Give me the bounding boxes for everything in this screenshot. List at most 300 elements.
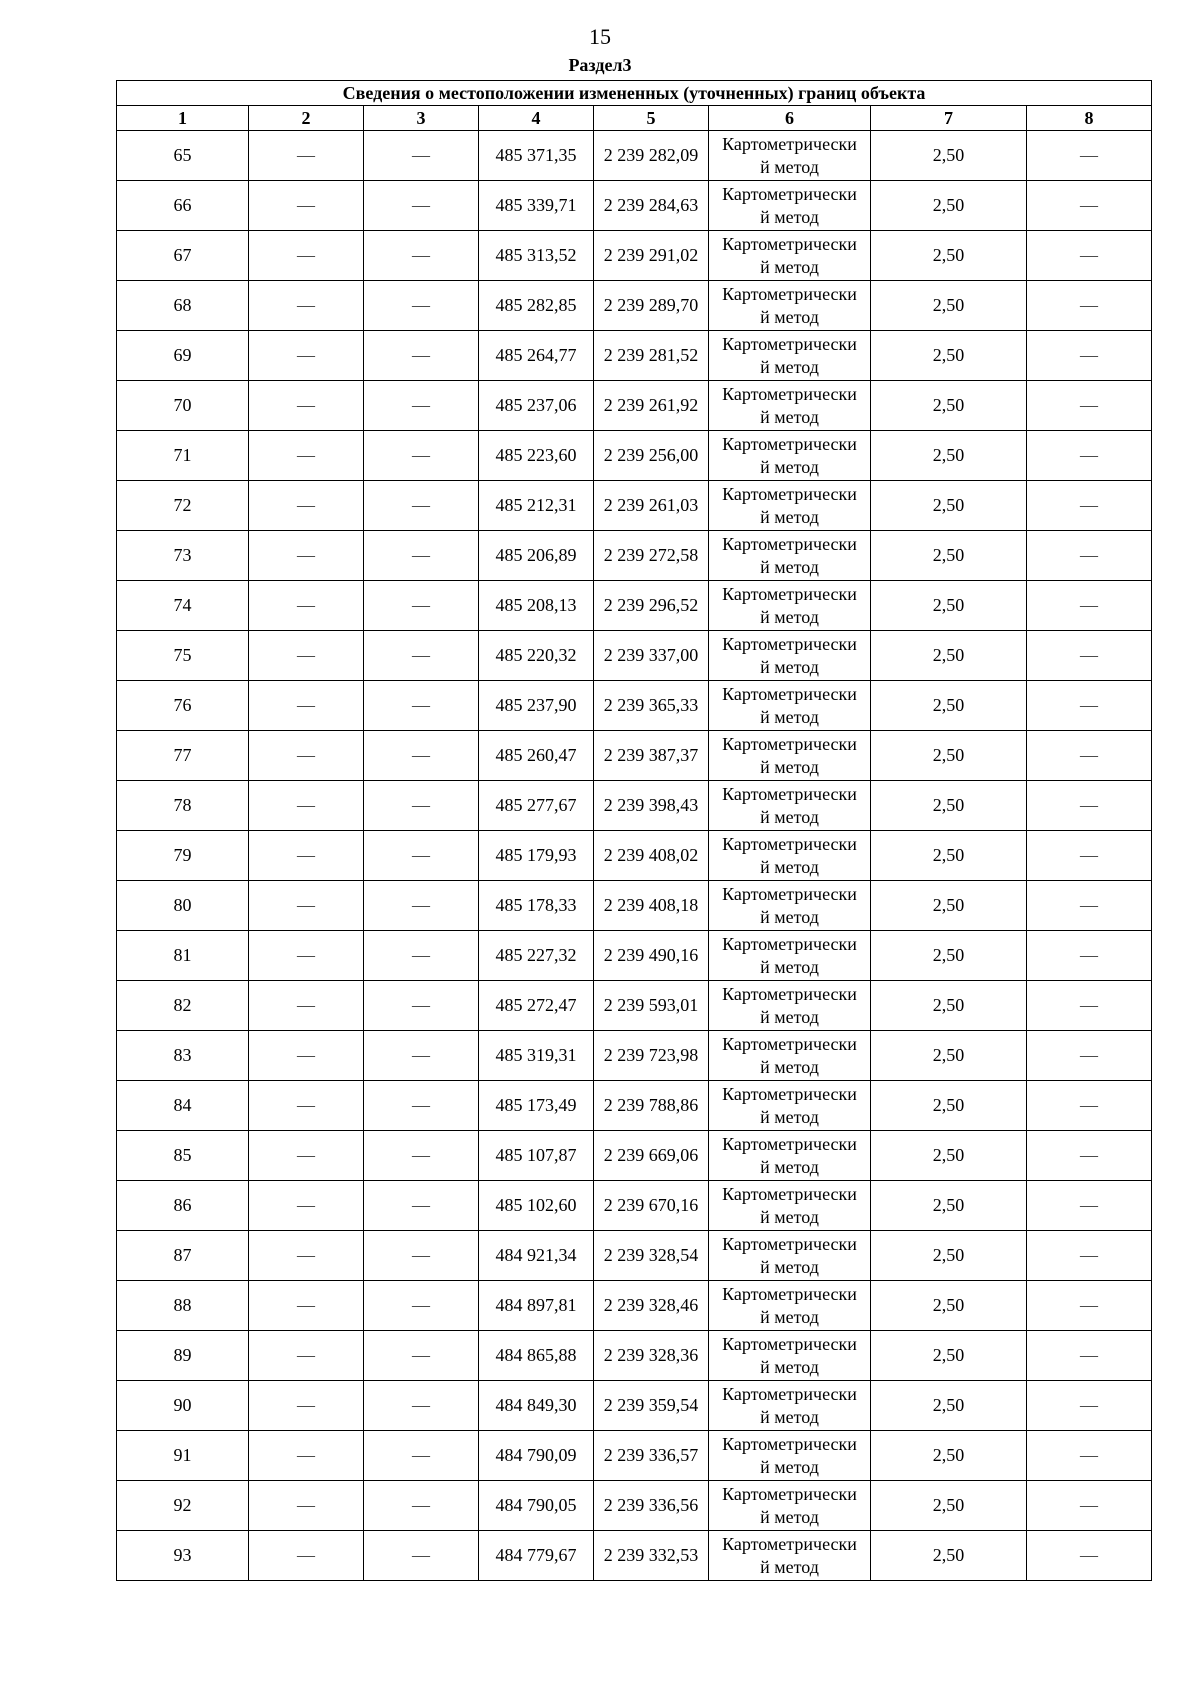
x-coordinate-cell: 485 107,87 (479, 1131, 594, 1181)
y-coordinate-cell: 2 239 296,52 (594, 581, 709, 631)
empty-cell: — (249, 1331, 364, 1381)
method-line-2: й метод (760, 1406, 819, 1427)
empty-cell: — (249, 731, 364, 781)
method-line-2: й метод (760, 1206, 819, 1227)
empty-cell: — (249, 1281, 364, 1331)
accuracy-cell: 2,50 (871, 831, 1027, 881)
accuracy-cell: 2,50 (871, 1031, 1027, 1081)
point-number-cell: 91 (117, 1431, 249, 1481)
method-cell (709, 931, 871, 981)
accuracy-cell: 2,50 (871, 1531, 1027, 1581)
empty-cell: — (364, 231, 479, 281)
empty-cell: — (1027, 1281, 1152, 1331)
method-cell (709, 1331, 871, 1381)
x-coordinate-cell: 484 897,81 (479, 1281, 594, 1331)
empty-cell: — (1027, 331, 1152, 381)
table-row (117, 1331, 1152, 1381)
method-line-1: Картометрически (722, 1033, 857, 1054)
empty-cell: — (364, 581, 479, 631)
x-coordinate-cell: 485 264,77 (479, 331, 594, 381)
table-row (117, 181, 1152, 231)
method-cell (709, 281, 871, 331)
column-header: 5 (594, 106, 709, 131)
x-coordinate-cell: 485 206,89 (479, 531, 594, 581)
table-row (117, 731, 1152, 781)
point-number-cell: 93 (117, 1531, 249, 1581)
table-row (117, 881, 1152, 931)
table-row (117, 831, 1152, 881)
point-number-cell: 89 (117, 1331, 249, 1381)
method-line-2: й метод (760, 356, 819, 377)
method-line-1: Картометрически (722, 683, 857, 704)
empty-cell: — (1027, 1481, 1152, 1531)
x-coordinate-cell: 485 277,67 (479, 781, 594, 831)
y-coordinate-cell: 2 239 282,09 (594, 131, 709, 181)
empty-cell: — (364, 1181, 479, 1231)
x-coordinate-cell: 485 313,52 (479, 231, 594, 281)
y-coordinate-cell: 2 239 723,98 (594, 1031, 709, 1081)
y-coordinate-cell: 2 239 365,33 (594, 681, 709, 731)
x-coordinate-cell: 484 790,05 (479, 1481, 594, 1531)
accuracy-cell: 2,50 (871, 531, 1027, 581)
y-coordinate-cell: 2 239 788,86 (594, 1081, 709, 1131)
method-line-1: Картометрически (722, 1283, 857, 1304)
accuracy-cell: 2,50 (871, 1231, 1027, 1281)
empty-cell: — (249, 331, 364, 381)
x-coordinate-cell: 485 237,06 (479, 381, 594, 431)
empty-cell: — (1027, 1531, 1152, 1581)
table-row (117, 1281, 1152, 1331)
empty-cell: — (364, 1281, 479, 1331)
x-coordinate-cell: 485 102,60 (479, 1181, 594, 1231)
point-number-cell: 74 (117, 581, 249, 631)
empty-cell: — (364, 781, 479, 831)
table-row (117, 531, 1152, 581)
empty-cell: — (1027, 131, 1152, 181)
empty-cell: — (1027, 1331, 1152, 1381)
x-coordinate-cell: 484 865,88 (479, 1331, 594, 1381)
empty-cell: — (249, 1081, 364, 1131)
point-number-cell: 88 (117, 1281, 249, 1331)
method-cell (709, 181, 871, 231)
x-coordinate-cell: 484 849,30 (479, 1381, 594, 1431)
x-coordinate-cell: 485 237,90 (479, 681, 594, 731)
column-header: 6 (709, 106, 871, 131)
x-coordinate-cell: 485 178,33 (479, 881, 594, 931)
x-coordinate-cell: 485 282,85 (479, 281, 594, 331)
table-row (117, 631, 1152, 681)
method-line-1: Картометрически (722, 783, 857, 804)
method-line-2: й метод (760, 756, 819, 777)
empty-cell: — (364, 1331, 479, 1381)
empty-cell: — (364, 1081, 479, 1131)
y-coordinate-cell: 2 239 408,02 (594, 831, 709, 881)
method-cell (709, 681, 871, 731)
table-header-row (117, 106, 1152, 131)
method-cell (709, 731, 871, 781)
x-coordinate-cell: 484 779,67 (479, 1531, 594, 1581)
empty-cell: — (1027, 1031, 1152, 1081)
method-line-1: Картометрически (722, 933, 857, 954)
table-row (117, 781, 1152, 831)
empty-cell: — (1027, 1081, 1152, 1131)
accuracy-cell: 2,50 (871, 1331, 1027, 1381)
method-line-2: й метод (760, 706, 819, 727)
point-number-cell: 81 (117, 931, 249, 981)
table-row (117, 381, 1152, 431)
accuracy-cell: 2,50 (871, 881, 1027, 931)
table-row (117, 331, 1152, 381)
empty-cell: — (1027, 781, 1152, 831)
method-line-1: Картометрически (722, 333, 857, 354)
empty-cell: — (364, 431, 479, 481)
accuracy-cell: 2,50 (871, 681, 1027, 731)
column-header: 1 (117, 106, 249, 131)
y-coordinate-cell: 2 239 408,18 (594, 881, 709, 931)
method-line-2: й метод (760, 1556, 819, 1577)
method-line-2: й метод (760, 1456, 819, 1477)
x-coordinate-cell: 485 220,32 (479, 631, 594, 681)
method-cell (709, 1231, 871, 1281)
y-coordinate-cell: 2 239 261,92 (594, 381, 709, 431)
empty-cell: — (1027, 881, 1152, 931)
accuracy-cell: 2,50 (871, 731, 1027, 781)
empty-cell: — (1027, 731, 1152, 781)
method-line-1: Картометрически (722, 133, 857, 154)
point-number-cell: 86 (117, 1181, 249, 1231)
section-title: Раздел3 (568, 55, 632, 75)
method-cell (709, 481, 871, 531)
point-number-cell: 72 (117, 481, 249, 531)
method-cell (709, 631, 871, 681)
empty-cell: — (249, 831, 364, 881)
method-line-2: й метод (760, 1356, 819, 1377)
method-cell (709, 231, 871, 281)
y-coordinate-cell: 2 239 272,58 (594, 531, 709, 581)
empty-cell: — (1027, 281, 1152, 331)
x-coordinate-cell: 485 212,31 (479, 481, 594, 531)
accuracy-cell: 2,50 (871, 1181, 1027, 1231)
method-line-1: Картометрически (722, 1433, 857, 1454)
method-line-2: й метод (760, 206, 819, 227)
accuracy-cell: 2,50 (871, 231, 1027, 281)
x-coordinate-cell: 485 272,47 (479, 981, 594, 1031)
empty-cell: — (249, 181, 364, 231)
method-line-1: Картометрически (722, 1233, 857, 1254)
empty-cell: — (364, 281, 479, 331)
empty-cell: — (249, 131, 364, 181)
table-caption-row (117, 81, 1152, 106)
point-number-cell: 78 (117, 781, 249, 831)
empty-cell: — (1027, 581, 1152, 631)
empty-cell: — (1027, 1431, 1152, 1481)
y-coordinate-cell: 2 239 336,57 (594, 1431, 709, 1481)
column-header: 8 (1027, 106, 1152, 131)
accuracy-cell: 2,50 (871, 1081, 1027, 1131)
empty-cell: — (249, 1181, 364, 1231)
method-line-1: Картометрически (722, 183, 857, 204)
empty-cell: — (364, 731, 479, 781)
method-line-1: Картометрически (722, 983, 857, 1004)
empty-cell: — (249, 631, 364, 681)
empty-cell: — (364, 1431, 479, 1481)
table-row (117, 1131, 1152, 1181)
table-row (117, 1081, 1152, 1131)
y-coordinate-cell: 2 239 387,37 (594, 731, 709, 781)
method-cell (709, 1281, 871, 1331)
y-coordinate-cell: 2 239 328,46 (594, 1281, 709, 1331)
table-row (117, 1381, 1152, 1431)
empty-cell: — (1027, 981, 1152, 1031)
table-row (117, 1431, 1152, 1481)
method-line-2: й метод (760, 806, 819, 827)
accuracy-cell: 2,50 (871, 631, 1027, 681)
method-line-2: й метод (760, 306, 819, 327)
method-line-1: Картометрически (722, 533, 857, 554)
method-line-2: й метод (760, 1156, 819, 1177)
empty-cell: — (249, 481, 364, 531)
table-row (117, 1531, 1152, 1581)
point-number-cell: 75 (117, 631, 249, 681)
point-number-cell: 71 (117, 431, 249, 481)
method-cell (709, 1081, 871, 1131)
method-line-2: й метод (760, 1106, 819, 1127)
accuracy-cell: 2,50 (871, 381, 1027, 431)
point-number-cell: 76 (117, 681, 249, 731)
column-header: 3 (364, 106, 479, 131)
method-line-2: й метод (760, 656, 819, 677)
table-row (117, 1481, 1152, 1531)
empty-cell: — (1027, 831, 1152, 881)
y-coordinate-cell: 2 239 256,00 (594, 431, 709, 481)
y-coordinate-cell: 2 239 328,36 (594, 1331, 709, 1381)
empty-cell: — (249, 281, 364, 331)
y-coordinate-cell: 2 239 669,06 (594, 1131, 709, 1181)
empty-cell: — (364, 1131, 479, 1181)
method-cell (709, 1381, 871, 1431)
accuracy-cell: 2,50 (871, 1381, 1027, 1431)
method-line-2: й метод (760, 1006, 819, 1027)
empty-cell: — (249, 1131, 364, 1181)
point-number-cell: 83 (117, 1031, 249, 1081)
empty-cell: — (249, 231, 364, 281)
method-line-2: й метод (760, 1506, 819, 1527)
x-coordinate-cell: 485 173,49 (479, 1081, 594, 1131)
y-coordinate-cell: 2 239 289,70 (594, 281, 709, 331)
method-cell (709, 981, 871, 1031)
empty-cell: — (364, 1531, 479, 1581)
x-coordinate-cell: 484 790,09 (479, 1431, 594, 1481)
accuracy-cell: 2,50 (871, 1281, 1027, 1331)
table-row (117, 431, 1152, 481)
y-coordinate-cell: 2 239 336,56 (594, 1481, 709, 1531)
point-number-cell: 79 (117, 831, 249, 881)
y-coordinate-cell: 2 239 359,54 (594, 1381, 709, 1431)
empty-cell: — (249, 1381, 364, 1431)
empty-cell: — (364, 331, 479, 381)
y-coordinate-cell: 2 239 490,16 (594, 931, 709, 981)
empty-cell: — (1027, 1181, 1152, 1231)
method-line-1: Картометрически (722, 483, 857, 504)
table-caption: Сведения о местоположении измененных (уточненных) границ объекта (117, 81, 1152, 106)
method-cell (709, 1181, 871, 1231)
empty-cell: — (249, 1031, 364, 1081)
method-line-1: Картометрически (722, 583, 857, 604)
accuracy-cell: 2,50 (871, 581, 1027, 631)
accuracy-cell: 2,50 (871, 331, 1027, 381)
table-row (117, 1031, 1152, 1081)
table-row (117, 231, 1152, 281)
y-coordinate-cell: 2 239 337,00 (594, 631, 709, 681)
point-number-cell: 80 (117, 881, 249, 931)
empty-cell: — (1027, 1381, 1152, 1431)
empty-cell: — (249, 531, 364, 581)
accuracy-cell: 2,50 (871, 481, 1027, 531)
x-coordinate-cell: 485 179,93 (479, 831, 594, 881)
point-number-cell: 69 (117, 331, 249, 381)
method-cell (709, 881, 871, 931)
empty-cell: — (249, 881, 364, 931)
x-coordinate-cell: 485 208,13 (479, 581, 594, 631)
empty-cell: — (249, 981, 364, 1031)
accuracy-cell: 2,50 (871, 931, 1027, 981)
method-line-1: Картометрически (722, 733, 857, 754)
empty-cell: — (364, 681, 479, 731)
method-cell (709, 1031, 871, 1081)
empty-cell: — (249, 581, 364, 631)
method-line-1: Картометрически (722, 883, 857, 904)
empty-cell: — (364, 381, 479, 431)
method-line-2: й метод (760, 256, 819, 277)
boundary-coordinates-table (116, 80, 1152, 1581)
method-line-2: й метод (760, 906, 819, 927)
method-line-2: й метод (760, 506, 819, 527)
table-row (117, 581, 1152, 631)
method-cell (709, 431, 871, 481)
method-line-2: й метод (760, 1256, 819, 1277)
method-cell (709, 331, 871, 381)
method-cell (709, 1531, 871, 1581)
accuracy-cell: 2,50 (871, 1131, 1027, 1181)
method-line-2: й метод (760, 456, 819, 477)
method-line-1: Картометрически (722, 233, 857, 254)
table-row (117, 281, 1152, 331)
empty-cell: — (364, 981, 479, 1031)
y-coordinate-cell: 2 239 593,01 (594, 981, 709, 1031)
method-line-1: Картометрически (722, 1533, 857, 1554)
empty-cell: — (1027, 1131, 1152, 1181)
method-line-1: Картометрически (722, 1383, 857, 1404)
y-coordinate-cell: 2 239 284,63 (594, 181, 709, 231)
x-coordinate-cell: 485 319,31 (479, 1031, 594, 1081)
page-number: 15 (589, 24, 611, 49)
accuracy-cell: 2,50 (871, 1481, 1027, 1531)
method-line-2: й метод (760, 1306, 819, 1327)
y-coordinate-cell: 2 239 670,16 (594, 1181, 709, 1231)
empty-cell: — (364, 831, 479, 881)
point-number-cell: 87 (117, 1231, 249, 1281)
method-line-2: й метод (760, 606, 819, 627)
empty-cell: — (1027, 631, 1152, 681)
empty-cell: — (249, 1531, 364, 1581)
accuracy-cell: 2,50 (871, 1431, 1027, 1481)
table-row (117, 931, 1152, 981)
empty-cell: — (1027, 381, 1152, 431)
method-line-2: й метод (760, 856, 819, 877)
column-header: 4 (479, 106, 594, 131)
accuracy-cell: 2,50 (871, 981, 1027, 1031)
method-line-2: й метод (760, 1056, 819, 1077)
method-line-1: Картометрически (722, 1483, 857, 1504)
empty-cell: — (249, 931, 364, 981)
point-number-cell: 67 (117, 231, 249, 281)
point-number-cell: 92 (117, 1481, 249, 1531)
empty-cell: — (1027, 681, 1152, 731)
method-cell (709, 1131, 871, 1181)
x-coordinate-cell: 485 223,60 (479, 431, 594, 481)
table-row (117, 981, 1152, 1031)
empty-cell: — (364, 531, 479, 581)
method-line-1: Картометрически (722, 433, 857, 454)
method-cell (709, 781, 871, 831)
method-line-1: Картометрически (722, 283, 857, 304)
empty-cell: — (249, 1231, 364, 1281)
accuracy-cell: 2,50 (871, 181, 1027, 231)
method-line-2: й метод (760, 156, 819, 177)
method-line-1: Картометрически (722, 383, 857, 404)
table-row (117, 131, 1152, 181)
empty-cell: — (364, 1031, 479, 1081)
empty-cell: — (364, 931, 479, 981)
point-number-cell: 84 (117, 1081, 249, 1131)
point-number-cell: 66 (117, 181, 249, 231)
empty-cell: — (364, 1381, 479, 1431)
method-line-2: й метод (760, 556, 819, 577)
empty-cell: — (1027, 931, 1152, 981)
table-row (117, 481, 1152, 531)
empty-cell: — (249, 781, 364, 831)
method-line-1: Картометрически (722, 1183, 857, 1204)
column-header: 7 (871, 106, 1027, 131)
y-coordinate-cell: 2 239 328,54 (594, 1231, 709, 1281)
empty-cell: — (249, 381, 364, 431)
x-coordinate-cell: 485 260,47 (479, 731, 594, 781)
method-cell (709, 831, 871, 881)
point-number-cell: 65 (117, 131, 249, 181)
method-line-2: й метод (760, 406, 819, 427)
method-cell (709, 531, 871, 581)
accuracy-cell: 2,50 (871, 131, 1027, 181)
table-row (117, 681, 1152, 731)
empty-cell: — (249, 681, 364, 731)
method-line-1: Картометрически (722, 833, 857, 854)
method-cell (709, 131, 871, 181)
x-coordinate-cell: 485 339,71 (479, 181, 594, 231)
method-cell (709, 581, 871, 631)
empty-cell: — (364, 181, 479, 231)
empty-cell: — (364, 631, 479, 681)
method-cell (709, 1431, 871, 1481)
y-coordinate-cell: 2 239 281,52 (594, 331, 709, 381)
empty-cell: — (364, 131, 479, 181)
empty-cell: — (1027, 231, 1152, 281)
point-number-cell: 68 (117, 281, 249, 331)
empty-cell: — (364, 481, 479, 531)
method-line-1: Картометрически (722, 1083, 857, 1104)
point-number-cell: 82 (117, 981, 249, 1031)
empty-cell: — (1027, 1231, 1152, 1281)
empty-cell: — (1027, 481, 1152, 531)
